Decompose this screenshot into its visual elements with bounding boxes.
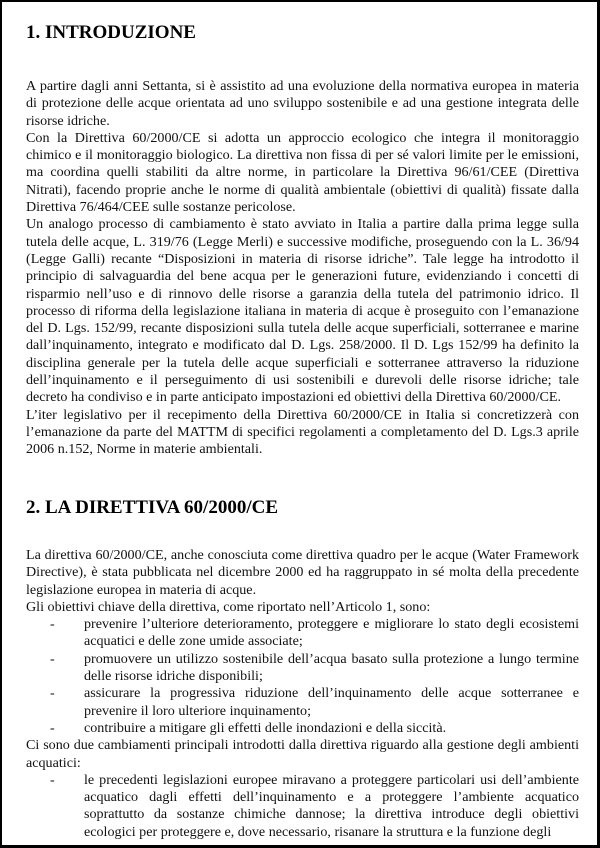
paragraph: La direttiva 60/2000/CE, anche conosciuta come direttiva quadro per le acque (Water Framework Directive), è stata pubblicata nel dicembre 2000 ed ha raggruppato in sé molta della precedente legislazione europea in materia di acque. — [26, 547, 579, 598]
paragraph: A partire dagli anni Settanta, si è assistito ad una evoluzione della normativa europea in materia di protezione delle acque orientata ad uno sviluppo sostenibile e ad una gestione integrata delle risorse idriche. — [26, 78, 579, 129]
paragraph: Con la Direttiva 60/2000/CE si adotta un approccio ecologico che integra il monitoraggio chimico e il monitoraggio biologico. La direttiva non fissa di per sé valori limite per le emissioni, ma coordina quelli stabiliti da altre norme, in particolare la Direttiva 96/61/CEE (Direttiva Nitrati), facendo proprie anche le norme di qualità ambientale (obiettivi di qualità) fissate dalla Direttiva 76/464/CEE sulle sostanze pericolose. — [26, 129, 579, 216]
list-item: - prevenire l’ulteriore deterioramento, proteggere e migliorare lo stato degli ecosistemi acquatici e delle zone umide associate; — [84, 616, 579, 651]
list-item: - le precedenti legislazioni europee miravano a proteggere particolari usi dell’ambiente acquatico dagli effetti dell’inquinamento e a proteggere l’ambiente acquatico soprattutto da sostanze chimiche dannose; la direttiva introduce degli obiettivi ecologici per proteggere e, dove necessario, risanare la struttura e la funzione degli — [84, 772, 579, 841]
objectives-lead: Gli obiettivi chiave della direttiva, come riportato nell’Articolo 1, sono: — [26, 598, 431, 615]
section-1-heading: 1. INTRODUZIONE — [26, 22, 196, 43]
list-item: - contribuire a mitigare gli effetti delle inondazioni e della siccità. — [84, 720, 579, 737]
changes-lead: Ci sono due cambiamenti principali introdotti dalla direttiva riguardo alla gestione degli ambienti acquatici: — [26, 737, 579, 771]
paragraph: Un analogo processo di cambiamento è stato avviato in Italia a partire dalla prima legge sulla tutela delle acque, L. 319/76 (Legge Merli) e successive modifiche, proseguendo con la L. 36/94 (Legge Galli) recante “Disposizioni in materia di risorse idriche”. Tale legge ha introdotto il principio di salvaguardia del bene acqua per le generazioni future, evidenziando i concetti di risparmio nell’uso e di rinnovo delle risorse a garanzia della tutela del patrimonio idrico. Il processo di riforma della legislazione italiana in materia di acque è proseguito con l’emanazione del D. Lgs. 152/99, recante disposizioni sulla tutela delle acque superficiali, sotterranee e marine dall’inquinamento, integrato e modificato dal D. Lgs. 258/2000. Il D. Lgs 152/99 ha definito la disciplina generale per la tutela delle acque superficiali e sotterranee attraverso la riduzione dell’inquinamento e il perseguimento di usi sostenibili e durevoli delle risorse idriche; tale decreto ha condiviso e in parte anticipato impostazioni ed obiettivi della Direttiva 60/2000/CE. — [26, 216, 579, 406]
list-item: - promuovere un utilizzo sostenibile dell’acqua basato sulla protezione a lungo termine delle risorse idriche disponibili; — [84, 651, 579, 686]
changes-list — [26, 772, 579, 841]
list-item: - assicurare la progressiva riduzione dell’inquinamento delle acque sotterranee e prevenire il loro ulteriore inquinamento; — [84, 685, 579, 720]
section-2-body — [26, 547, 579, 841]
paragraph: L’iter legislativo per il recepimento della Direttiva 60/2000/CE in Italia si concretizzerà con l’emanazione da parte del MATTM di specifici regolamenti a completamento del D. Lgs.3 aprile 2006 n.152, Norme in materie ambientali. — [26, 406, 579, 458]
section-2-heading: 2. LA DIRETTIVA 60/2000/CE — [26, 497, 278, 518]
objectives-list — [26, 616, 579, 737]
section-1-body — [26, 78, 579, 459]
